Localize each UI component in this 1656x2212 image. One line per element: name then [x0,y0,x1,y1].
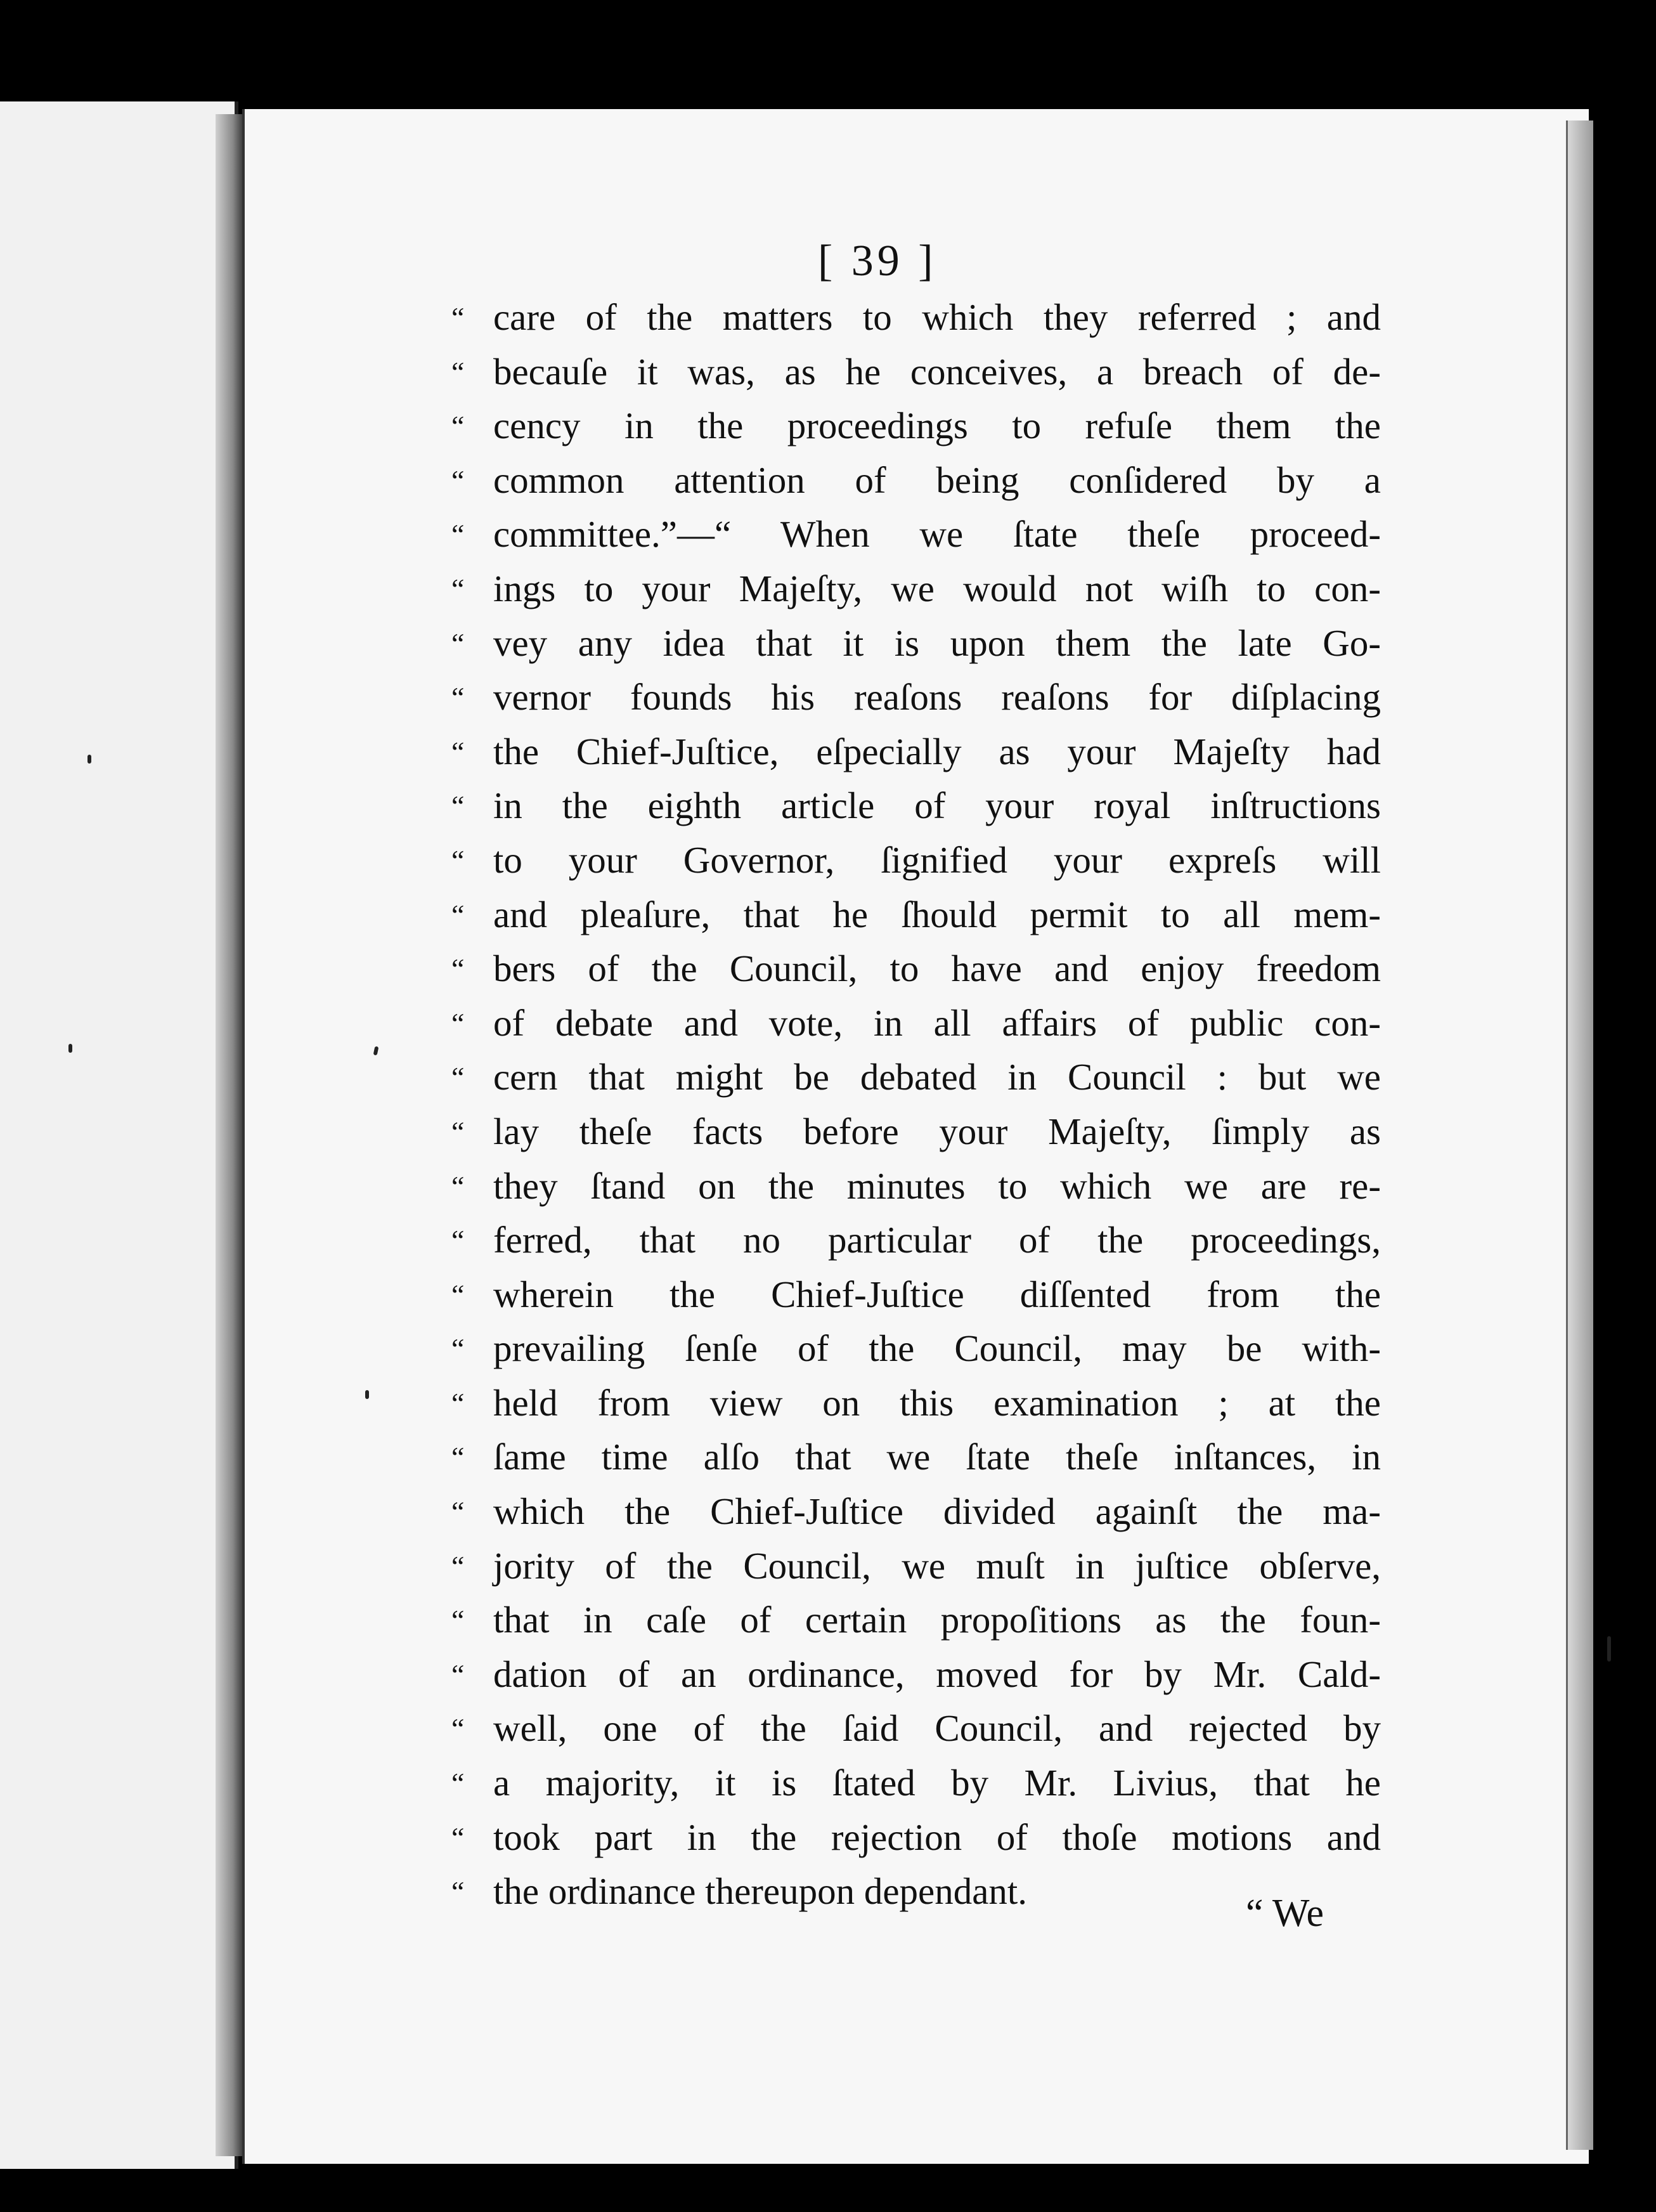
text-line-content: of debate and vote, in all affairs of public con- [493,1001,1381,1044]
running-quote-mark: “ [451,953,465,986]
running-quote-mark: “ [451,1495,465,1528]
running-quote-mark: “ [451,1658,465,1691]
running-quote-mark: “ [451,1278,465,1311]
text-line [451,1050,1381,1105]
text-line [451,942,1381,996]
paper-speck [1607,1636,1611,1662]
text-line-content: lay theſe facts before your Majeſty, ſimply as [493,1110,1381,1152]
text-line [451,1593,1381,1648]
running-quote-mark: “ [451,572,465,605]
running-quote-mark: “ [451,1821,465,1854]
running-quote-mark: “ [451,735,465,768]
running-quote-mark: “ [451,1712,465,1745]
running-quote-mark: “ [451,1061,465,1094]
text-line-content: ſame time alſo that we ſtate theſe inſtances, in [493,1436,1381,1478]
text-line-content: took part in the rejection of thoſe motions and [493,1816,1381,1858]
left-page [0,101,238,2169]
running-quote-mark: “ [451,1441,465,1474]
text-line [451,725,1381,779]
text-line-content: vernor founds his reaſons reaſons for diſplacing [493,676,1381,719]
text-line [451,1756,1381,1811]
running-quote-mark: “ [451,790,465,823]
running-quote-mark: “ [451,627,465,660]
running-quote-mark: “ [451,1332,465,1365]
text-line [451,1322,1381,1376]
running-quote-mark: “ [451,843,465,876]
text-line [451,1485,1381,1539]
running-quote-mark: “ [451,518,465,551]
text-line-content: that in caſe of certain propoſitions as the foun- [493,1599,1381,1641]
text-line [451,1648,1381,1702]
text-line-content: which the Chief-Juſtice divided againſt the ma- [493,1490,1381,1533]
running-quote-mark: “ [451,1386,465,1419]
text-line [451,290,1381,345]
page-edge [1566,120,1593,2150]
paper-speck [87,755,91,764]
text-line-content: well, one of the ſaid Council, and rejected by [493,1707,1381,1750]
running-quote-mark: “ [451,1875,465,1908]
text-line-content: to your Governor, ſignified your expreſs will [493,838,1381,881]
text-line [451,345,1381,400]
text-line-content: vey any idea that it is upon them the late Go- [493,621,1381,664]
running-quote-mark: “ [451,301,465,334]
running-quote-mark: “ [451,355,465,388]
text-line [451,996,1381,1051]
running-quote-mark: “ [451,1767,465,1800]
text-line-content: in the eighth article of your royal inſtructions [493,784,1381,827]
text-line [451,779,1381,833]
running-quote-mark: “ [451,1006,465,1039]
paper-speck [68,1044,72,1053]
text-line [451,670,1381,725]
text-line-content: ings to your Majeſty, we would not wiſh to con- [493,567,1381,609]
text-line [451,833,1381,888]
text-line-content: committee.”—“ When we ſtate theſe proceed- [493,513,1381,556]
running-quote-mark: “ [451,1115,465,1148]
text-line [451,1811,1381,1865]
text-line-content: ferred, that no particular of the proceedings, [493,1219,1381,1261]
text-line-content: dation of an ordinance, moved for by Mr. Cald- [493,1653,1381,1695]
text-line-content: common attention of being conſidered by a [493,459,1381,501]
text-line-content: care of the matters to which they referred ; and [493,296,1381,338]
text-line [451,1213,1381,1268]
text-line [451,1701,1381,1756]
text-line-content: bers of the Council, to have and enjoy freedom [493,947,1381,990]
text-line-content: they ſtand on the minutes to which we are re- [493,1164,1381,1207]
page-number-header: [ 39 ] [818,237,937,285]
text-line [451,1159,1381,1214]
paper-speck [365,1390,369,1399]
text-line-content: the ordinance thereupon dependant. [493,1870,1028,1913]
text-line [451,507,1381,562]
running-quote-mark: “ [451,1169,465,1202]
text-line [451,399,1381,453]
text-line-content: cency in the proceedings to refuſe them the [493,405,1381,447]
text-line-content: becauſe it was, as he conceives, a breach of de- [493,350,1381,393]
running-quote-mark: “ [451,898,465,931]
running-quote-mark: “ [451,1224,465,1257]
text-line [451,453,1381,508]
text-line [451,1430,1381,1485]
text-line [451,888,1381,942]
text-line [451,562,1381,616]
text-line-content: wherein the Chief-Juſtice diſſented from the [493,1273,1381,1315]
text-line [451,1268,1381,1322]
text-line-content: jority of the Council, we muſt in juſtice obſerve, [493,1544,1381,1587]
text-line-content: held from view on this examination ; at the [493,1381,1381,1424]
text-line-content: prevailing ſenſe of the Council, may be with- [493,1327,1381,1370]
running-quote-mark: “ [451,410,465,443]
text-line [451,1105,1381,1159]
running-quote-mark: “ [451,1604,465,1637]
text-line-content: cern that might be debated in Council : but we [493,1056,1381,1098]
running-quote-mark: “ [451,1549,465,1582]
text-line-content: the Chief-Juſtice, eſpecially as your Majeſty had [493,730,1381,772]
running-quote-mark: “ [451,464,465,497]
body-text [451,290,1381,1919]
text-line-content: a majority, it is ſtated by Mr. Livius, that he [493,1762,1381,1804]
running-quote-mark: “ [451,681,465,714]
catchword: “ We [1246,1892,1324,1935]
text-line [451,616,1381,671]
text-line [451,1376,1381,1431]
text-line-content: and pleaſure, that he ſhould permit to all mem- [493,893,1381,935]
text-line [451,1539,1381,1594]
